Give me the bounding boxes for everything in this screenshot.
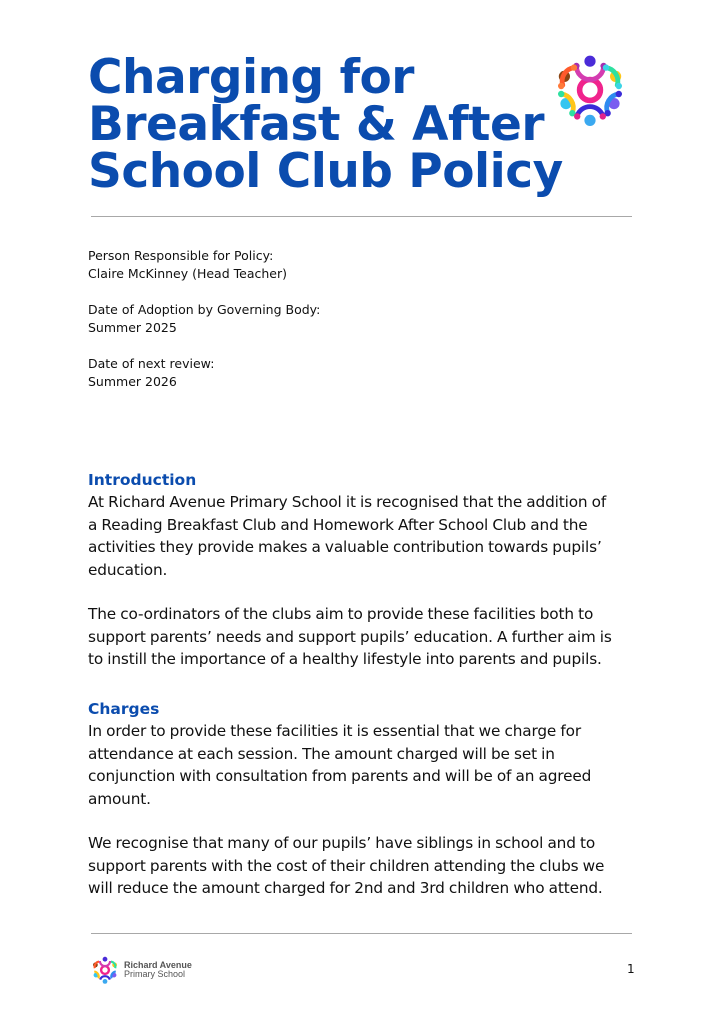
text-line: support parents with the cost of their children attending the clubs we <box>88 856 605 875</box>
text-line: In order to provide these facilities it is essential that we charge for <box>88 722 581 740</box>
introduction-paragraph-1 <box>88 491 648 581</box>
text-line: amount. <box>88 789 151 808</box>
footer-school-logo <box>90 955 192 985</box>
review-date-label: Date of next review: <box>88 356 215 371</box>
text-line: to instill the importance of a healthy lifestyle into parents and pupils. <box>88 650 602 668</box>
adoption-date <box>88 301 320 337</box>
text-line: activities they provide makes a valuable contribution towards pupils’ <box>88 538 602 556</box>
person-responsible-label: Person Responsible for Policy: <box>88 248 274 263</box>
charges-paragraph-2 <box>88 832 648 900</box>
header-divider <box>91 216 632 217</box>
text-line: will reduce the amount charged for 2nd and 3rd children who attend. <box>88 879 603 897</box>
person-responsible-value: Claire McKinney (Head Teacher) <box>88 266 287 281</box>
footer-school-name <box>124 961 192 979</box>
page-title <box>88 50 563 199</box>
text-line: At Richard Avenue Primary School it is recognised that the addition of <box>88 493 607 511</box>
title-line-1: Charging for <box>88 50 414 105</box>
charges-heading: Charges <box>88 700 160 718</box>
person-responsible <box>88 247 320 283</box>
text-line: education. <box>88 560 168 579</box>
page-number: 1 <box>627 962 635 976</box>
review-date <box>88 355 320 391</box>
text-line: conjunction with consultation from parents and will be of an agreed <box>88 767 592 785</box>
text-line: We recognise that many of our pupils’ have siblings in school and to <box>88 834 596 852</box>
review-date-value: Summer 2026 <box>88 374 177 389</box>
introduction-paragraph-2 <box>88 603 648 671</box>
school-name-line-2: Primary School <box>124 969 186 979</box>
title-line-2: Breakfast & After <box>88 97 545 152</box>
adoption-date-label: Date of Adoption by Governing Body: <box>88 302 321 317</box>
adoption-date-value: Summer 2025 <box>88 320 177 335</box>
text-line: support parents’ needs and support pupils’ education. A further aim is <box>88 627 612 646</box>
title-line-3: School Club Policy <box>88 144 563 199</box>
introduction-section <box>88 469 648 693</box>
footer-divider <box>91 933 632 934</box>
school-name-line-1: Richard Avenue <box>124 960 192 970</box>
charges-paragraph-1 <box>88 720 648 810</box>
text-line: a Reading Breakfast Club and Homework After School Club and the <box>88 515 588 534</box>
charges-section <box>88 698 648 922</box>
introduction-heading: Introduction <box>88 471 197 489</box>
school-logo-icon <box>90 955 120 985</box>
text-line: The co-ordinators of the clubs aim to provide these facilities both to <box>88 605 594 623</box>
text-line: attendance at each session. The amount charged will be set in <box>88 744 555 763</box>
school-logo-icon <box>550 50 630 130</box>
policy-metadata <box>88 247 320 409</box>
